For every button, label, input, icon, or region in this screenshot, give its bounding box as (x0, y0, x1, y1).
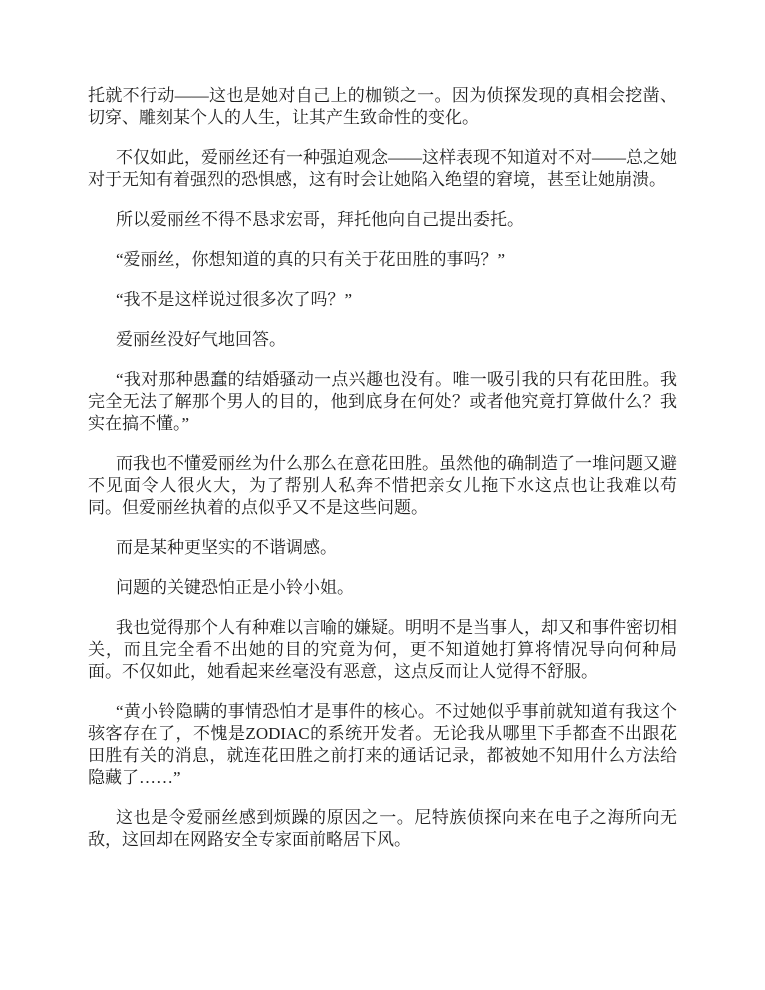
paragraph: 而我也不懂爱丽丝为什么那么在意花田胜。虽然他的确制造了一堆问题又避不见面令人很火大，为了帮别人私奔不惜把亲女儿拖下水这点也让我难以苟同。但爱丽丝执着的点似乎又不是这些问题。 (88, 454, 677, 517)
paragraph: 而是某种更坚实的不谐调感。 (116, 538, 337, 557)
paragraph: “爱丽丝，你想知道的真的只有关于花田胜的事吗？” (116, 250, 506, 269)
paragraph: 问题的关键恐怕正是小铃小姐。 (116, 578, 354, 597)
paragraph: “黄小铃隐瞒的事情恐怕才是事件的核心。不过她似乎事前就知道有我这个骇客存在了，不愧是ZODIAC的系统开发者。无论我从哪里下手都查不出跟花田胜有关的消息，就连花田胜之前打来的通话记录，都被她不知用什么方法给隐藏了……” (88, 702, 677, 787)
paragraph: 托就不行动——这也是她对自己上的枷锁之一。因为侦探发现的真相会挖凿、切穿、雕刻某个人的人生，让其产生致命性的变化。 (88, 86, 677, 127)
paragraph: 所以爱丽丝不得不恳求宏哥，拜托他向自己提出委托。 (116, 210, 524, 229)
paragraph: 我也觉得那个人有种难以言喻的嫌疑。明明不是当事人，却又和事件密切相关，而且完全看不出她的目的究竟为何，更不知道她打算将情况导向何种局面。不仅如此，她看起来丝毫没有恶意，这点反而让人觉得不舒服。 (88, 618, 677, 681)
paragraph: “我对那种愚蠢的结婚骚动一点兴趣也没有。唯一吸引我的只有花田胜。我完全无法了解那个男人的目的，他到底身在何处？或者他究竟打算做什么？我实在搞不懂。” (88, 370, 677, 433)
paragraph: “我不是这样说过很多次了吗？” (116, 290, 353, 309)
paragraph: 这也是令爱丽丝感到烦躁的原因之一。尼特族侦探向来在电子之海所向无敌，这回却在网路安全专家面前略居下风。 (88, 808, 677, 849)
paragraph: 不仅如此，爱丽丝还有一种强迫观念——这样表现不知道对不对——总之她对于无知有着强烈的恐惧感，这有时会让她陷入绝望的窘境，甚至让她崩溃。 (88, 148, 677, 189)
paragraph: 爱丽丝没好气地回答。 (116, 330, 286, 349)
